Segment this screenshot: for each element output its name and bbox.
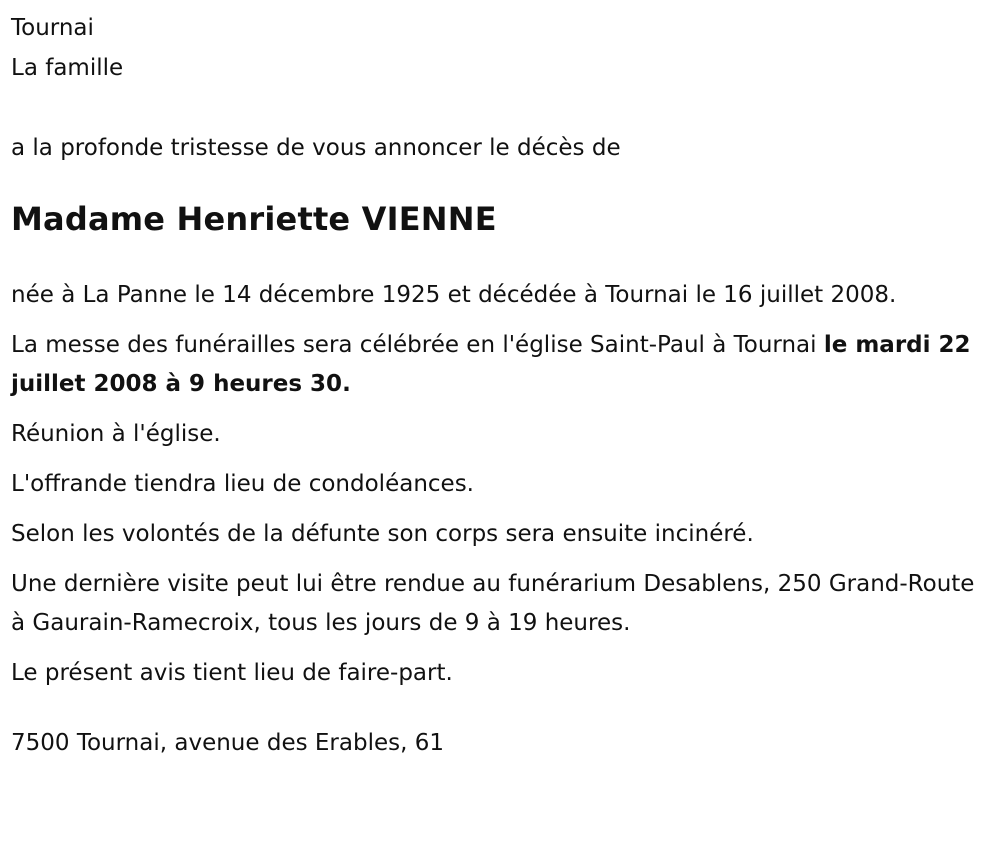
funeral-mass-prefix: La messe des funérailles sera célébrée en l'église Saint-Paul à Tournai <box>11 332 824 358</box>
family-address: 7500 Tournai, avenue des Erables, 61 <box>11 730 444 756</box>
intro-text: a la profonde tristesse de vous annoncer le décès de <box>11 135 621 161</box>
notice-text: Le présent avis tient lieu de faire-part. <box>11 660 453 686</box>
funeral-mass-date: le mardi 22 juillet 2008 à 9 heures 30. <box>11 332 971 397</box>
visit-text: Une dernière visite peut lui être rendue au funérarium Desablens, 250 Grand-Route à Gaurain-Ramecroix, tous les jours de 9 à 19 heures. <box>11 571 975 636</box>
header-family: La famille <box>11 55 124 81</box>
funeral-mass-text <box>11 326 990 404</box>
header-block <box>11 8 990 88</box>
cremation-text: Selon les volontés de la défunte son corps sera ensuite incinéré. <box>11 521 754 547</box>
header-city: Tournai <box>11 15 94 41</box>
details-block <box>11 276 990 693</box>
deceased-name: Madame Henriette VIENNE <box>11 200 497 238</box>
meeting-text: Réunion à l'église. <box>11 421 221 447</box>
offering-text: L'offrande tiendra lieu de condoléances. <box>11 471 474 497</box>
birth-death-text: née à La Panne le 14 décembre 1925 et décédée à Tournai le 16 juillet 2008. <box>11 282 897 308</box>
